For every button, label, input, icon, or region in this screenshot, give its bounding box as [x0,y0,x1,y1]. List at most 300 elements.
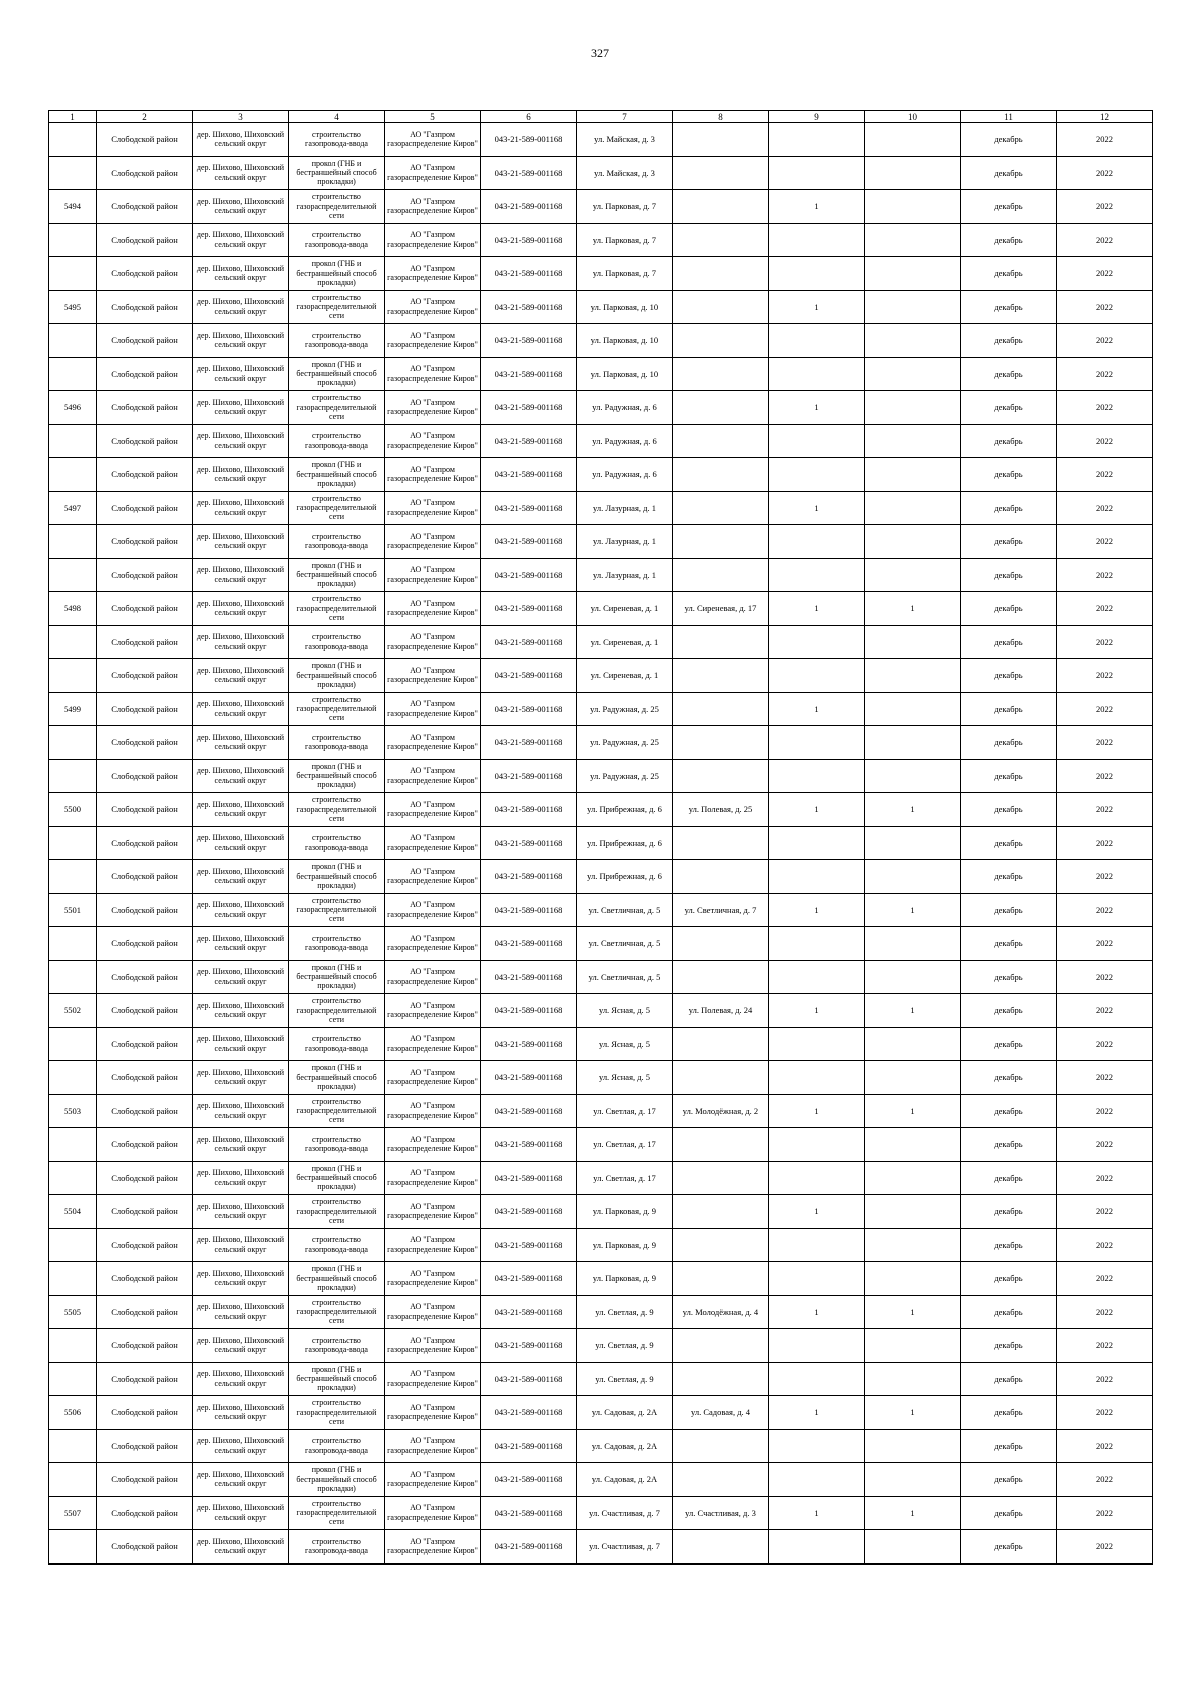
count-cell-9 [769,156,865,190]
work-type-cell: прокол (ГНБ и бестраншейный способ прокладки) [289,558,385,592]
count-cell-10 [865,190,961,224]
count-cell-9 [769,525,865,559]
month-cell: декабрь [961,1061,1057,1095]
settlement-cell: дер. Шихово, Шиховский сельский округ [193,960,289,994]
table-row [49,1027,1153,1061]
district-cell: Слободской район [97,123,193,157]
registry-number-cell: 043-21-589-001168 [481,558,577,592]
work-type-cell: строительство газопровода-ввода [289,424,385,458]
row-number-cell [49,1161,97,1195]
registry-number-cell: 043-21-589-001168 [481,1429,577,1463]
organization-cell: АО "Газпром газораспределение Киров" [385,223,481,257]
work-type-cell: строительство газопровода-ввода [289,826,385,860]
district-cell: Слободской район [97,290,193,324]
year-cell: 2022 [1057,156,1153,190]
district-cell: Слободской район [97,960,193,994]
year-cell: 2022 [1057,1496,1153,1530]
count-cell-9 [769,1061,865,1095]
row-number-cell [49,156,97,190]
row-number-cell [49,1463,97,1497]
work-type-cell: строительство газопровода-ввода [289,1429,385,1463]
registry-number-cell: 043-21-589-001168 [481,592,577,626]
table-row [49,692,1153,726]
address-to-cell [673,927,769,961]
month-cell: декабрь [961,1094,1057,1128]
year-cell: 2022 [1057,1195,1153,1229]
count-cell-9 [769,357,865,391]
district-cell: Слободской район [97,726,193,760]
row-number-cell [49,860,97,894]
registry-number-cell: 043-21-589-001168 [481,190,577,224]
organization-cell: АО "Газпром газораспределение Киров" [385,424,481,458]
year-cell: 2022 [1057,391,1153,425]
address-from-cell: ул. Радужная, д. 6 [577,391,673,425]
district-cell: Слободской район [97,692,193,726]
district-cell: Слободской район [97,1128,193,1162]
count-cell-10 [865,357,961,391]
settlement-cell: дер. Шихово, Шиховский сельский округ [193,659,289,693]
district-cell: Слободской район [97,1094,193,1128]
registry-number-cell: 043-21-589-001168 [481,1128,577,1162]
organization-cell: АО "Газпром газораспределение Киров" [385,1463,481,1497]
row-number-cell [49,726,97,760]
table-row [49,1362,1153,1396]
count-cell-9 [769,1228,865,1262]
registry-number-cell: 043-21-589-001168 [481,659,577,693]
table-row [49,1128,1153,1162]
work-type-cell: строительство газораспределительной сети [289,692,385,726]
work-type-cell: строительство газопровода-ввода [289,1530,385,1564]
table-row [49,257,1153,291]
count-cell-9: 1 [769,1496,865,1530]
row-number-cell: 5500 [49,793,97,827]
district-cell: Слободской район [97,391,193,425]
table-row [49,156,1153,190]
row-number-cell: 5498 [49,592,97,626]
year-cell: 2022 [1057,893,1153,927]
count-cell-10 [865,1463,961,1497]
count-cell-9 [769,223,865,257]
month-cell: декабрь [961,458,1057,492]
settlement-cell: дер. Шихово, Шиховский сельский округ [193,525,289,559]
address-to-cell [673,525,769,559]
work-type-cell: строительство газораспределительной сети [289,190,385,224]
settlement-cell: дер. Шихово, Шиховский сельский округ [193,692,289,726]
address-to-cell: ул. Молодёжная, д. 4 [673,1295,769,1329]
registry-number-cell: 043-21-589-001168 [481,525,577,559]
organization-cell: АО "Газпром газораспределение Киров" [385,1429,481,1463]
count-cell-10 [865,1128,961,1162]
count-cell-9 [769,1429,865,1463]
settlement-cell: дер. Шихово, Шиховский сельский округ [193,558,289,592]
work-type-cell: строительство газопровода-ввода [289,1128,385,1162]
address-from-cell: ул. Радужная, д. 6 [577,458,673,492]
organization-cell: АО "Газпром газораспределение Киров" [385,290,481,324]
address-from-cell: ул. Парковая, д. 9 [577,1195,673,1229]
year-cell: 2022 [1057,1362,1153,1396]
row-number-cell [49,257,97,291]
table-row [49,1262,1153,1296]
month-cell: декабрь [961,893,1057,927]
address-from-cell: ул. Радужная, д. 6 [577,424,673,458]
settlement-cell: дер. Шихово, Шиховский сельский округ [193,592,289,626]
count-cell-9: 1 [769,1195,865,1229]
district-cell: Слободской район [97,1329,193,1363]
count-cell-9 [769,1027,865,1061]
count-cell-10 [865,1329,961,1363]
district-cell: Слободской район [97,625,193,659]
table-row [49,893,1153,927]
month-cell: декабрь [961,759,1057,793]
address-from-cell: ул. Ясная, д. 5 [577,1027,673,1061]
registry-number-cell: 043-21-589-001168 [481,1530,577,1564]
count-cell-10: 1 [865,793,961,827]
address-from-cell: ул. Садовая, д. 2А [577,1463,673,1497]
count-cell-10: 1 [865,1094,961,1128]
address-from-cell: ул. Лазурная, д. 1 [577,558,673,592]
work-type-cell: строительство газопровода-ввода [289,525,385,559]
settlement-cell: дер. Шихово, Шиховский сельский округ [193,458,289,492]
year-cell: 2022 [1057,860,1153,894]
work-type-cell: строительство газораспределительной сети [289,1094,385,1128]
registry-number-cell: 043-21-589-001168 [481,860,577,894]
registry-number-cell: 043-21-589-001168 [481,927,577,961]
row-number-cell: 5506 [49,1396,97,1430]
count-cell-10: 1 [865,1496,961,1530]
table-row [49,860,1153,894]
organization-cell: АО "Газпром газораспределение Киров" [385,1329,481,1363]
table-row [49,659,1153,693]
settlement-cell: дер. Шихово, Шиховский сельский округ [193,1295,289,1329]
registry-number-cell: 043-21-589-001168 [481,391,577,425]
count-cell-10 [865,1262,961,1296]
year-cell: 2022 [1057,1396,1153,1430]
settlement-cell: дер. Шихово, Шиховский сельский округ [193,123,289,157]
address-from-cell: ул. Парковая, д. 10 [577,290,673,324]
work-type-cell: строительство газопровода-ввода [289,625,385,659]
settlement-cell: дер. Шихово, Шиховский сельский округ [193,1530,289,1564]
year-cell: 2022 [1057,1429,1153,1463]
month-cell: декабрь [961,793,1057,827]
year-cell: 2022 [1057,491,1153,525]
table-row [49,1228,1153,1262]
settlement-cell: дер. Шихово, Шиховский сельский округ [193,625,289,659]
work-type-cell: строительство газораспределительной сети [289,994,385,1028]
address-from-cell: ул. Светличная, д. 5 [577,927,673,961]
row-number-cell [49,223,97,257]
organization-cell: АО "Газпром газораспределение Киров" [385,1262,481,1296]
row-number-cell: 5504 [49,1195,97,1229]
row-number-cell [49,1228,97,1262]
work-type-cell: строительство газопровода-ввода [289,1027,385,1061]
organization-cell: АО "Газпром газораспределение Киров" [385,1161,481,1195]
registry-number-cell: 043-21-589-001168 [481,1094,577,1128]
settlement-cell: дер. Шихово, Шиховский сельский округ [193,1094,289,1128]
row-number-cell [49,324,97,358]
address-from-cell: ул. Прибрежная, д. 6 [577,860,673,894]
count-cell-10: 1 [865,1396,961,1430]
organization-cell: АО "Газпром газораспределение Киров" [385,726,481,760]
month-cell: декабрь [961,156,1057,190]
table-row [49,223,1153,257]
month-cell: декабрь [961,1530,1057,1564]
table-row [49,391,1153,425]
month-cell: декабрь [961,592,1057,626]
header-row [49,111,1153,123]
address-to-cell: ул. Садовая, д. 4 [673,1396,769,1430]
address-to-cell [673,391,769,425]
address-to-cell [673,257,769,291]
settlement-cell: дер. Шихово, Шиховский сельский округ [193,1195,289,1229]
address-to-cell [673,491,769,525]
month-cell: декабрь [961,1262,1057,1296]
organization-cell: АО "Газпром газораспределение Киров" [385,692,481,726]
table-row [49,994,1153,1028]
registry-number-cell: 043-21-589-001168 [481,1262,577,1296]
district-cell: Слободской район [97,1295,193,1329]
table-row [49,424,1153,458]
row-number-cell [49,927,97,961]
row-number-cell: 5496 [49,391,97,425]
address-from-cell: ул. Сиреневая, д. 1 [577,659,673,693]
count-cell-9: 1 [769,290,865,324]
count-cell-9 [769,726,865,760]
month-cell: декабрь [961,692,1057,726]
count-cell-10 [865,1027,961,1061]
year-cell: 2022 [1057,558,1153,592]
address-to-cell [673,659,769,693]
address-from-cell: ул. Садовая, д. 2А [577,1396,673,1430]
organization-cell: АО "Газпром газораспределение Киров" [385,927,481,961]
count-cell-9: 1 [769,893,865,927]
month-cell: декабрь [961,1463,1057,1497]
count-cell-9 [769,1262,865,1296]
year-cell: 2022 [1057,994,1153,1028]
count-cell-10 [865,123,961,157]
organization-cell: АО "Газпром газораспределение Киров" [385,793,481,827]
count-cell-10 [865,692,961,726]
year-cell: 2022 [1057,424,1153,458]
row-number-cell: 5495 [49,290,97,324]
column-header-2: 2 [97,111,193,123]
count-cell-10 [865,960,961,994]
address-from-cell: ул. Ясная, д. 5 [577,1061,673,1095]
address-from-cell: ул. Парковая, д. 9 [577,1262,673,1296]
organization-cell: АО "Газпром газораспределение Киров" [385,357,481,391]
address-to-cell [673,223,769,257]
address-to-cell [673,1228,769,1262]
district-cell: Слободской район [97,558,193,592]
count-cell-9 [769,1530,865,1564]
registry-number-cell: 043-21-589-001168 [481,793,577,827]
month-cell: декабрь [961,960,1057,994]
settlement-cell: дер. Шихово, Шиховский сельский округ [193,1262,289,1296]
address-from-cell: ул. Светлая, д. 9 [577,1362,673,1396]
address-to-cell [673,625,769,659]
settlement-cell: дер. Шихово, Шиховский сельский округ [193,290,289,324]
district-cell: Слободской район [97,592,193,626]
address-to-cell [673,1362,769,1396]
work-type-cell: строительство газопровода-ввода [289,123,385,157]
year-cell: 2022 [1057,759,1153,793]
settlement-cell: дер. Шихово, Шиховский сельский округ [193,994,289,1028]
table-row [49,1496,1153,1530]
row-number-cell [49,558,97,592]
month-cell: декабрь [961,659,1057,693]
settlement-cell: дер. Шихово, Шиховский сельский округ [193,257,289,291]
work-type-cell: строительство газопровода-ввода [289,726,385,760]
column-header-9: 9 [769,111,865,123]
registry-number-cell: 043-21-589-001168 [481,1295,577,1329]
address-to-cell [673,424,769,458]
month-cell: декабрь [961,525,1057,559]
organization-cell: АО "Газпром газораспределение Киров" [385,257,481,291]
table-row [49,1094,1153,1128]
count-cell-10 [865,1228,961,1262]
registry-number-cell: 043-21-589-001168 [481,357,577,391]
year-cell: 2022 [1057,960,1153,994]
registry-number-cell: 043-21-589-001168 [481,1061,577,1095]
count-cell-9 [769,1362,865,1396]
row-number-cell: 5502 [49,994,97,1028]
month-cell: декабрь [961,726,1057,760]
registry-number-cell: 043-21-589-001168 [481,893,577,927]
month-cell: декабрь [961,826,1057,860]
table-row [49,1463,1153,1497]
table-row [49,491,1153,525]
table-row [49,826,1153,860]
count-cell-9: 1 [769,1094,865,1128]
settlement-cell: дер. Шихово, Шиховский сельский округ [193,1429,289,1463]
organization-cell: АО "Газпром газораспределение Киров" [385,156,481,190]
settlement-cell: дер. Шихово, Шиховский сельский округ [193,1228,289,1262]
month-cell: декабрь [961,1128,1057,1162]
settlement-cell: дер. Шихово, Шиховский сельский округ [193,759,289,793]
year-cell: 2022 [1057,357,1153,391]
organization-cell: АО "Газпром газораспределение Киров" [385,826,481,860]
month-cell: декабрь [961,391,1057,425]
registry-number-cell: 043-21-589-001168 [481,1195,577,1229]
address-to-cell [673,759,769,793]
registry-number-cell: 043-21-589-001168 [481,424,577,458]
count-cell-9: 1 [769,1295,865,1329]
settlement-cell: дер. Шихово, Шиховский сельский округ [193,1027,289,1061]
address-to-cell [673,458,769,492]
settlement-cell: дер. Шихово, Шиховский сельский округ [193,1396,289,1430]
address-to-cell [673,1530,769,1564]
count-cell-9: 1 [769,491,865,525]
settlement-cell: дер. Шихово, Шиховский сельский округ [193,793,289,827]
address-from-cell: ул. Сиреневая, д. 1 [577,625,673,659]
year-cell: 2022 [1057,1295,1153,1329]
registry-number-cell: 043-21-589-001168 [481,960,577,994]
table-row [49,927,1153,961]
work-type-cell: строительство газопровода-ввода [289,324,385,358]
count-cell-10: 1 [865,994,961,1028]
count-cell-10 [865,324,961,358]
district-cell: Слободской район [97,525,193,559]
row-number-cell: 5507 [49,1496,97,1530]
district-cell: Слободской район [97,826,193,860]
organization-cell: АО "Газпром газораспределение Киров" [385,558,481,592]
month-cell: декабрь [961,223,1057,257]
count-cell-9 [769,960,865,994]
year-cell: 2022 [1057,290,1153,324]
row-number-cell [49,826,97,860]
month-cell: декабрь [961,190,1057,224]
organization-cell: АО "Газпром газораспределение Киров" [385,1396,481,1430]
count-cell-9 [769,927,865,961]
address-from-cell: ул. Парковая, д. 7 [577,257,673,291]
registry-number-cell: 043-21-589-001168 [481,759,577,793]
count-cell-10 [865,659,961,693]
table-body [49,123,1153,1564]
count-cell-10: 1 [865,893,961,927]
table-row [49,1429,1153,1463]
row-number-cell [49,1128,97,1162]
year-cell: 2022 [1057,659,1153,693]
month-cell: декабрь [961,1396,1057,1430]
count-cell-9 [769,424,865,458]
address-from-cell: ул. Майская, д. 3 [577,156,673,190]
table-row [49,190,1153,224]
district-cell: Слободской район [97,659,193,693]
organization-cell: АО "Газпром газораспределение Киров" [385,994,481,1028]
settlement-cell: дер. Шихово, Шиховский сельский округ [193,1061,289,1095]
district-cell: Слободской район [97,860,193,894]
year-cell: 2022 [1057,927,1153,961]
district-cell: Слободской район [97,424,193,458]
district-cell: Слободской район [97,324,193,358]
address-from-cell: ул. Радужная, д. 25 [577,692,673,726]
count-cell-9 [769,1329,865,1363]
address-from-cell: ул. Парковая, д. 10 [577,324,673,358]
month-cell: декабрь [961,1027,1057,1061]
year-cell: 2022 [1057,1329,1153,1363]
count-cell-9: 1 [769,391,865,425]
address-to-cell [673,960,769,994]
count-cell-10 [865,1362,961,1396]
row-number-cell [49,458,97,492]
count-cell-10 [865,458,961,492]
column-header-8: 8 [673,111,769,123]
organization-cell: АО "Газпром газораспределение Киров" [385,1295,481,1329]
address-to-cell [673,1061,769,1095]
work-type-cell: строительство газораспределительной сети [289,391,385,425]
month-cell: декабрь [961,290,1057,324]
work-type-cell: прокол (ГНБ и бестраншейный способ прокладки) [289,156,385,190]
table-row [49,1161,1153,1195]
row-number-cell [49,960,97,994]
row-number-cell [49,1027,97,1061]
registry-number-cell: 043-21-589-001168 [481,223,577,257]
organization-cell: АО "Газпром газораспределение Киров" [385,1061,481,1095]
table-row [49,1396,1153,1430]
month-cell: декабрь [961,1195,1057,1229]
address-from-cell: ул. Ясная, д. 5 [577,994,673,1028]
table-row [49,960,1153,994]
work-type-cell: строительство газораспределительной сети [289,1496,385,1530]
registry-number-cell: 043-21-589-001168 [481,324,577,358]
count-cell-9 [769,123,865,157]
organization-cell: АО "Газпром газораспределение Киров" [385,893,481,927]
registry-number-cell: 043-21-589-001168 [481,1027,577,1061]
month-cell: декабрь [961,424,1057,458]
settlement-cell: дер. Шихово, Шиховский сельский округ [193,726,289,760]
column-header-4: 4 [289,111,385,123]
address-to-cell [673,558,769,592]
organization-cell: АО "Газпром газораспределение Киров" [385,391,481,425]
